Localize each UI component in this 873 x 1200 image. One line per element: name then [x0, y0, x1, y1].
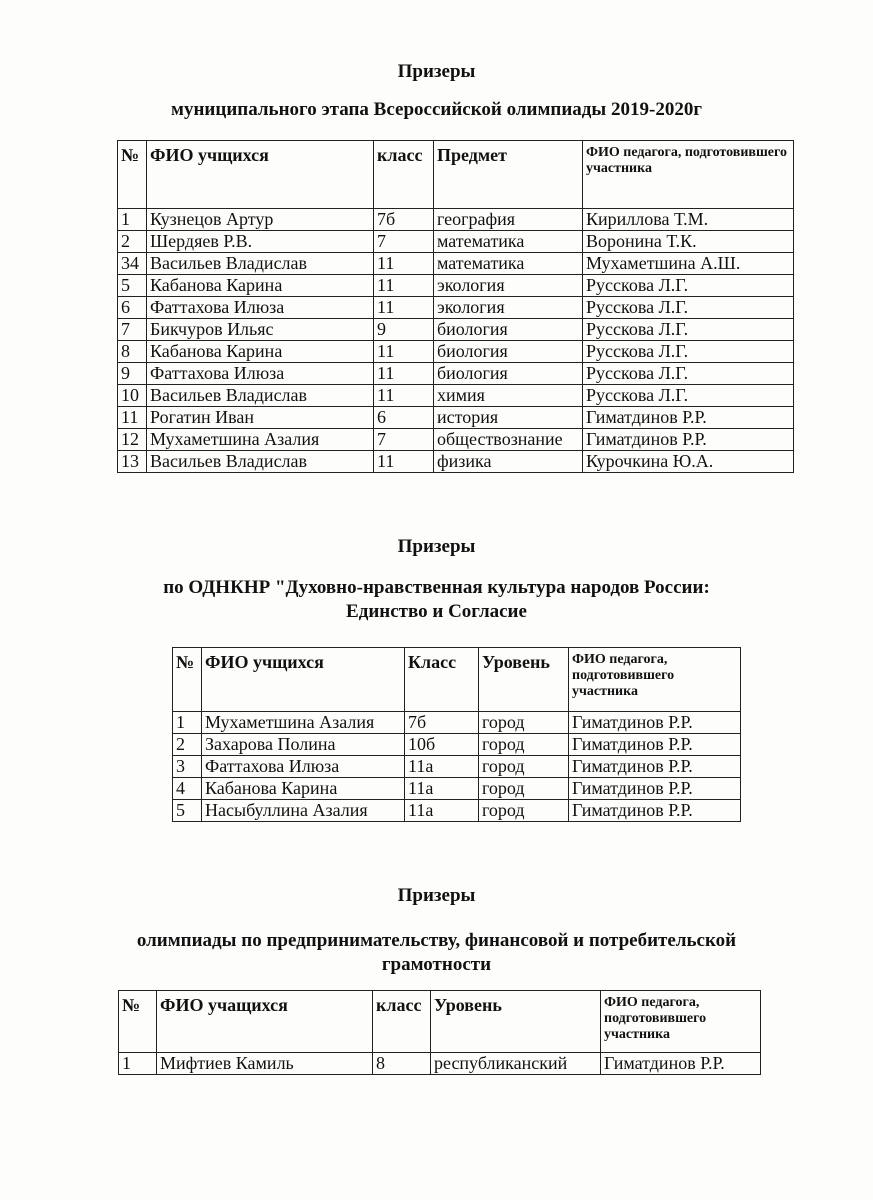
table-row: [118, 319, 794, 341]
cell-student: Мифтиев Камиль: [157, 1053, 373, 1075]
cell-teacher: Воронина Т.К.: [583, 231, 794, 253]
cell-level: город: [479, 800, 569, 822]
cell-grade: 8: [373, 1053, 431, 1075]
cell-number: 5: [173, 800, 202, 822]
cell-number: 1: [118, 209, 147, 231]
cell-subject: история: [434, 407, 583, 429]
cell-student: Шердяев Р.В.: [147, 231, 374, 253]
cell-level: город: [479, 712, 569, 734]
table-row: [118, 297, 794, 319]
table-row: [173, 712, 741, 734]
header-level: Уровень: [431, 991, 601, 1053]
cell-grade: 10б: [405, 734, 479, 756]
section1-subtitle: муниципального этапа Всероссийской олимпиады 2019-2020г: [171, 99, 702, 120]
cell-subject: физика: [434, 451, 583, 473]
cell-number: 1: [173, 712, 202, 734]
cell-student: Кабанова Карина: [147, 275, 374, 297]
cell-subject: химия: [434, 385, 583, 407]
cell-number: 11: [118, 407, 147, 429]
cell-grade: 7: [374, 429, 434, 451]
cell-number: 4: [173, 778, 202, 800]
table-row: [173, 756, 741, 778]
cell-teacher: Гиматдинов Р.Р.: [601, 1053, 761, 1075]
cell-subject: математика: [434, 231, 583, 253]
cell-number: 2: [173, 734, 202, 756]
table-entrepreneurship: [118, 990, 761, 1075]
cell-number: 10: [118, 385, 147, 407]
cell-subject: биология: [434, 341, 583, 363]
cell-number: 3: [173, 756, 202, 778]
cell-subject: география: [434, 209, 583, 231]
header-subject: Предмет: [434, 141, 583, 209]
table-row: [118, 341, 794, 363]
cell-subject: биология: [434, 363, 583, 385]
section2-subtitle-line1: по ОДНКНР "Духовно-нравственная культура народов России:: [163, 577, 710, 598]
cell-number: 9: [118, 363, 147, 385]
cell-teacher: Кириллова Т.М.: [583, 209, 794, 231]
cell-grade: 11: [374, 451, 434, 473]
cell-student: Васильев Владислав: [147, 451, 374, 473]
cell-number: 12: [118, 429, 147, 451]
cell-teacher: Русскова Л.Г.: [583, 275, 794, 297]
header-number: №: [173, 648, 202, 712]
header-student-name: ФИО учащихся: [157, 991, 373, 1053]
cell-student: Рогатин Иван: [147, 407, 374, 429]
cell-student: Фаттахова Илюза: [147, 297, 374, 319]
cell-grade: 7б: [405, 712, 479, 734]
cell-student: Мухаметшина Азалия: [147, 429, 374, 451]
cell-grade: 11: [374, 385, 434, 407]
cell-student: Насыбуллина Азалия: [202, 800, 405, 822]
cell-grade: 11: [374, 253, 434, 275]
cell-grade: 9: [374, 319, 434, 341]
cell-teacher: Русскова Л.Г.: [583, 363, 794, 385]
header-grade: класс: [373, 991, 431, 1053]
table-row: [118, 429, 794, 451]
table-header-row: [118, 141, 794, 209]
cell-teacher: Русскова Л.Г.: [583, 385, 794, 407]
table-row: [118, 385, 794, 407]
header-student-name: ФИО учщихся: [147, 141, 374, 209]
cell-grade: 11а: [405, 800, 479, 822]
table-odnknr: [172, 647, 741, 822]
cell-grade: 11: [374, 297, 434, 319]
cell-number: 8: [118, 341, 147, 363]
section1-title: Призеры: [397, 61, 476, 82]
cell-grade: 7: [374, 231, 434, 253]
cell-grade: 6: [374, 407, 434, 429]
section3-subtitle-line2: грамотности: [381, 954, 492, 975]
cell-level: город: [479, 734, 569, 756]
table-row: [118, 275, 794, 297]
cell-student: Фаттахова Илюза: [147, 363, 374, 385]
cell-number: 7: [118, 319, 147, 341]
header-student-name: ФИО учщихся: [202, 648, 405, 712]
table-municipal-olympiad: [117, 140, 794, 473]
table-row: [118, 451, 794, 473]
cell-teacher: Гиматдинов Р.Р.: [569, 734, 741, 756]
cell-grade: 11а: [405, 778, 479, 800]
header-grade: класс: [374, 141, 434, 209]
cell-subject: обществознание: [434, 429, 583, 451]
table-row: [173, 800, 741, 822]
cell-teacher: Гиматдинов Р.Р.: [569, 756, 741, 778]
cell-level: город: [479, 778, 569, 800]
cell-teacher: Гиматдинов Р.Р.: [569, 778, 741, 800]
header-teacher: ФИО педагога, подготовившего участника: [583, 141, 794, 209]
header-grade: Класс: [405, 648, 479, 712]
table-row: [119, 1053, 761, 1075]
cell-teacher: Курочкина Ю.А.: [583, 451, 794, 473]
cell-student: Мухаметшина Азалия: [202, 712, 405, 734]
cell-student: Васильев Владислав: [147, 385, 374, 407]
cell-number: 2: [118, 231, 147, 253]
cell-level: город: [479, 756, 569, 778]
cell-teacher: Гиматдинов Р.Р.: [569, 800, 741, 822]
cell-number: 1: [119, 1053, 157, 1075]
cell-student: Захарова Полина: [202, 734, 405, 756]
table-header-row: [173, 648, 741, 712]
cell-teacher: Гиматдинов Р.Р.: [583, 407, 794, 429]
cell-teacher: Мухаметшина А.Ш.: [583, 253, 794, 275]
table-header-row: [119, 991, 761, 1053]
cell-number: 34: [118, 253, 147, 275]
table-row: [173, 734, 741, 756]
cell-student: Фаттахова Илюза: [202, 756, 405, 778]
header-teacher: ФИО педагога, подготовившего участника: [569, 648, 741, 712]
cell-teacher: Русскова Л.Г.: [583, 297, 794, 319]
section3-subtitle-line1: олимпиады по предпринимательству, финансовой и потребительской: [136, 930, 737, 951]
table-row: [173, 778, 741, 800]
cell-student: Бикчуров Ильяс: [147, 319, 374, 341]
table-row: [118, 209, 794, 231]
table-row: [118, 407, 794, 429]
cell-number: 13: [118, 451, 147, 473]
header-number: №: [119, 991, 157, 1053]
cell-grade: 11а: [405, 756, 479, 778]
cell-subject: экология: [434, 275, 583, 297]
cell-number: 5: [118, 275, 147, 297]
cell-teacher: Гиматдинов Р.Р.: [583, 429, 794, 451]
cell-student: Кабанова Карина: [202, 778, 405, 800]
table-row: [118, 363, 794, 385]
cell-teacher: Гиматдинов Р.Р.: [569, 712, 741, 734]
cell-subject: биология: [434, 319, 583, 341]
header-teacher: ФИО педагога, подготовившего участника: [601, 991, 761, 1053]
cell-grade: 11: [374, 275, 434, 297]
cell-level: республиканский: [431, 1053, 601, 1075]
header-level: Уровень: [479, 648, 569, 712]
cell-student: Кабанова Карина: [147, 341, 374, 363]
section2-title: Призеры: [397, 536, 476, 557]
cell-teacher: Русскова Л.Г.: [583, 319, 794, 341]
header-number: №: [118, 141, 147, 209]
cell-subject: математика: [434, 253, 583, 275]
cell-grade: 7б: [374, 209, 434, 231]
cell-subject: экология: [434, 297, 583, 319]
table-row: [118, 231, 794, 253]
cell-number: 6: [118, 297, 147, 319]
cell-teacher: Русскова Л.Г.: [583, 341, 794, 363]
cell-student: Кузнецов Артур: [147, 209, 374, 231]
cell-student: Васильев Владислав: [147, 253, 374, 275]
section3-title: Призеры: [397, 885, 476, 906]
section2-subtitle-line2: Единство и Согласие: [346, 601, 527, 622]
table-row: [118, 253, 794, 275]
cell-grade: 11: [374, 341, 434, 363]
cell-grade: 11: [374, 363, 434, 385]
